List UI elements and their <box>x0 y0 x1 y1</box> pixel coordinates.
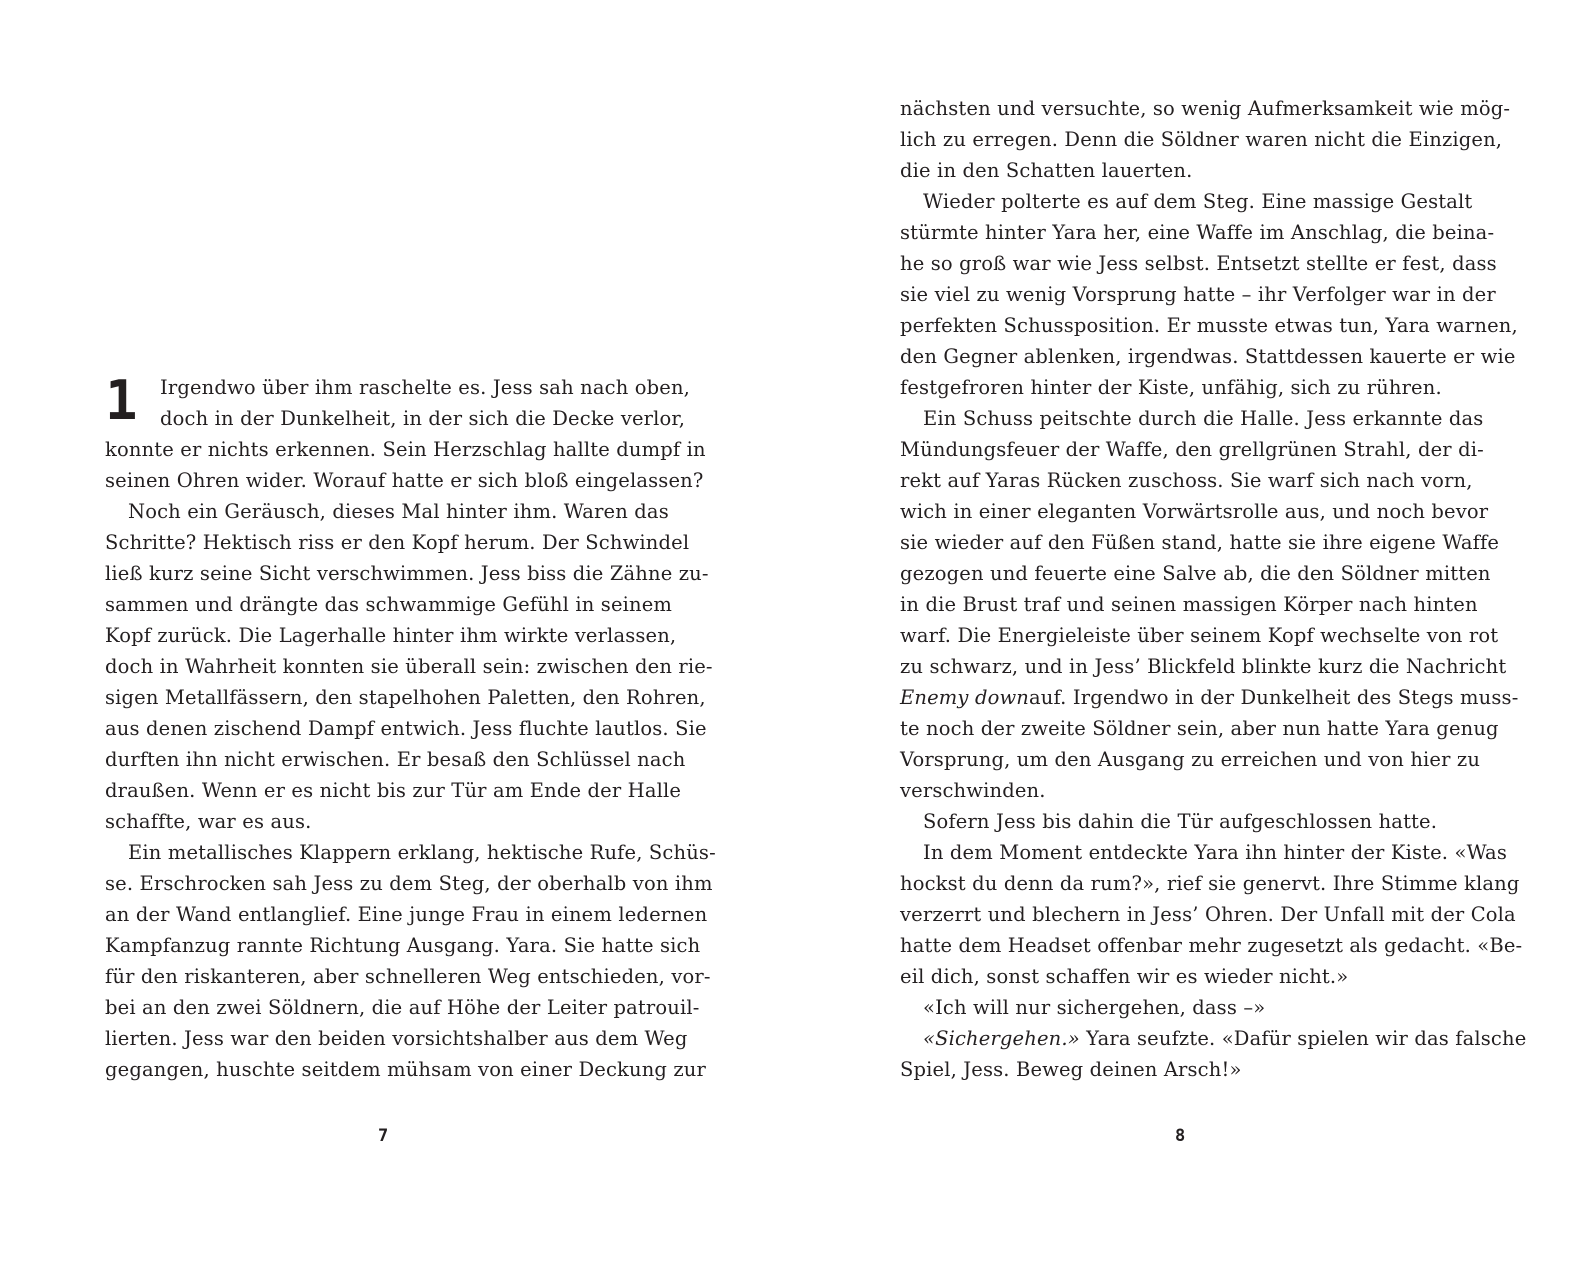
italic-phrase: Enemy down <box>900 686 1030 709</box>
text-line: Mündungsfeuer der Waffe, den grellgrünen Strahl, der di- <box>900 438 1484 461</box>
text-line-with-italic <box>923 1023 1527 1054</box>
text-line: Ein metallisches Klappern erklang, hektische Rufe, Schüs- <box>128 841 716 864</box>
text-line: den Gegner ablenken, irgendwas. Stattdessen kauerte er wie <box>900 345 1516 368</box>
text-line: die in den Schatten lauerten. <box>900 159 1193 182</box>
text-line: lich zu erregen. Denn die Söldner waren nicht die Einzigen, <box>900 128 1503 151</box>
text-line: eil dich, sonst schaffen wir es wieder nicht.» <box>900 965 1349 988</box>
text-line: doch in Wahrheit konnten sie überall sein: zwischen den rie- <box>105 655 713 678</box>
text-line: Noch ein Geräusch, dieses Mal hinter ihm. Waren das <box>128 500 669 523</box>
text-line: verzerrt und blechern in Jess’ Ohren. Der Unfall mit der Cola <box>900 903 1516 926</box>
text-line: Spiel, Jess. Beweg deinen Arsch!» <box>900 1058 1242 1081</box>
text-line: sie wieder auf den Füßen stand, hatte sie ihre eigene Waffe <box>900 531 1500 554</box>
italic-phrase: «Sichergehen.» <box>923 1027 1080 1050</box>
text-line-with-italic <box>900 682 1519 713</box>
text-line: sie viel zu wenig Vorsprung hatte – ihr Verfolger war in der <box>900 283 1496 306</box>
text-line: gezogen und feuerte eine Salve ab, die den Söldner mitten <box>900 562 1491 585</box>
text-line: aus denen zischend Dampf entwich. Jess fluchte lautlos. Sie <box>105 717 707 740</box>
text-line: seinen Ohren wider. Worauf hatte er sich bloß eingelassen? <box>105 469 704 492</box>
chapter-number-drop-cap: 1 <box>105 369 138 432</box>
text-line: bei an den zwei Söldnern, die auf Höhe der Leiter patrouil- <box>105 996 700 1019</box>
text-line: «Ich will nur sichergehen, dass –» <box>923 996 1266 1019</box>
text-line: Sofern Jess bis dahin die Tür aufgeschlossen hatte. <box>923 810 1438 833</box>
text-line: stürmte hinter Yara her, eine Waffe im Anschlag, die beina- <box>900 221 1495 244</box>
text-line: Irgendwo über ihm raschelte es. Jess sah nach oben, <box>160 376 691 399</box>
text-line: hatte dem Headset offenbar mehr zugesetzt als gedacht. «Be- <box>900 934 1523 957</box>
text-line: wich in einer eleganten Vorwärtsrolle aus, und noch bevor <box>900 500 1489 523</box>
text-line: nächsten und versuchte, so wenig Aufmerksamkeit wie mög- <box>900 97 1511 120</box>
text-line: Kampfanzug rannte Richtung Ausgang. Yara. Sie hatte sich <box>105 934 701 957</box>
text-line: Vorsprung, um den Ausgang zu erreichen und von hier zu <box>900 748 1481 771</box>
text-line: draußen. Wenn er es nicht bis zur Tür am Ende der Halle <box>105 779 682 802</box>
text-line: Ein Schuss peitschte durch die Halle. Jess erkannte das <box>923 407 1484 430</box>
text-line-rest: auf. Irgendwo in der Dunkelheit des Stegs muss- <box>1029 686 1519 709</box>
text-line: sigen Metallfässern, den stapelhohen Paletten, den Rohren, <box>105 686 706 709</box>
text-line: in die Brust traf und seinen massigen Körper nach hinten <box>900 593 1478 616</box>
text-line: an der Wand entlanglief. Eine junge Frau in einem ledernen <box>105 903 708 926</box>
text-line: se. Erschrocken sah Jess zu dem Steg, der oberhalb von ihm <box>105 872 713 895</box>
right-page <box>797 0 1594 1270</box>
text-line: konnte er nichts erkennen. Sein Herzschlag hallte dumpf in <box>105 438 706 461</box>
text-line: Kopf zurück. Die Lagerhalle hinter ihm wirkte verlassen, <box>105 624 677 647</box>
text-line: perfekten Schussposition. Er musste etwas tun, Yara warnen, <box>900 314 1518 337</box>
text-line: he so groß war wie Jess selbst. Entsetzt stellte er fest, dass <box>900 252 1497 275</box>
text-line: Wieder polterte es auf dem Steg. Eine massige Gestalt <box>923 190 1473 213</box>
text-line: durften ihn nicht erwischen. Er besaß den Schlüssel nach <box>105 748 686 771</box>
text-line: sammen und drängte das schwammige Gefühl in seinem <box>105 593 673 616</box>
text-line: hockst du denn da rum?», rief sie genervt. Ihre Stimme klang <box>900 872 1520 895</box>
text-line: Schritte? Hektisch riss er den Kopf herum. Der Schwindel <box>105 531 690 554</box>
text-line: für den riskanteren, aber schnelleren Weg entschieden, vor- <box>105 965 711 988</box>
text-line: warf. Die Energieleiste über seinem Kopf wechselte von rot <box>900 624 1499 647</box>
text-line: In dem Moment entdeckte Yara ihn hinter der Kiste. «Was <box>923 841 1507 864</box>
text-line: lierten. Jess war den beiden vorsichtshalber aus dem Weg <box>105 1027 688 1050</box>
text-line: schaffte, war es aus. <box>105 810 312 833</box>
text-line: doch in der Dunkelheit, in der sich die Decke verlor, <box>160 407 686 430</box>
text-line-rest: Yara seufzte. «Dafür spielen wir das falsche <box>1079 1027 1527 1050</box>
page-number-left: 7 <box>378 1126 389 1146</box>
text-line: gegangen, huschte seitdem mühsam von einer Deckung zur <box>105 1058 706 1081</box>
text-line: festgefroren hinter der Kiste, unfähig, sich zu rühren. <box>900 376 1442 399</box>
text-line: zu schwarz, und in Jess’ Blickfeld blinkte kurz die Nachricht <box>900 655 1507 678</box>
page-number-right: 8 <box>1175 1126 1186 1146</box>
text-line: verschwinden. <box>900 779 1046 802</box>
text-line: te noch der zweite Söldner sein, aber nun hatte Yara genug <box>900 717 1499 740</box>
text-line: rekt auf Yaras Rücken zuschoss. Sie warf sich nach vorn, <box>900 469 1473 492</box>
text-line: ließ kurz seine Sicht verschwimmen. Jess biss die Zähne zu- <box>105 562 709 585</box>
